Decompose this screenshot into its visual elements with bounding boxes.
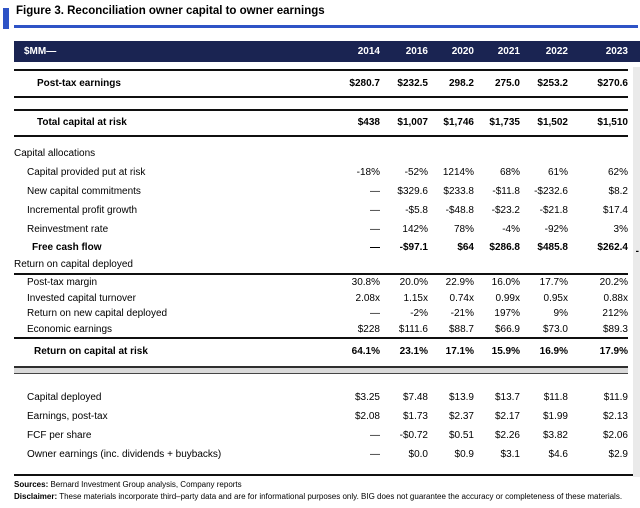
value-cell: -$232.6 <box>534 185 568 197</box>
value-cell: 16.0% <box>491 277 520 289</box>
value-cell: 0.88x <box>603 292 628 304</box>
value-cell: 15.9% <box>491 345 520 357</box>
unit-label: $MM— <box>24 45 57 57</box>
table-row <box>14 445 628 464</box>
value-cell: $1,746 <box>443 117 474 128</box>
value-cell: $233.8 <box>443 185 474 197</box>
value-cell: $11.9 <box>603 391 628 403</box>
value-cell: 78% <box>453 223 474 235</box>
row-label: Return on capital deployed <box>14 259 133 271</box>
value-cell: $4.6 <box>548 448 568 460</box>
value-cell: $280.7 <box>349 77 380 89</box>
table-row <box>14 182 628 201</box>
value-cell: 20.0% <box>399 277 428 289</box>
value-cell: $3.25 <box>354 391 380 403</box>
sources-label: Sources: <box>14 479 49 489</box>
value-cell: -$21.8 <box>539 204 568 216</box>
table-row <box>14 109 628 137</box>
row-label: Capital provided put at risk <box>27 166 146 178</box>
row-label: Return on capital at risk <box>34 345 148 357</box>
year-header-cells <box>340 46 628 57</box>
value-cell: $2.17 <box>494 410 520 422</box>
value-cell: $485.8 <box>537 242 568 253</box>
row-label: New capital commitments <box>27 185 141 197</box>
value-cell: 275.0 <box>494 77 520 89</box>
table-row <box>14 407 628 426</box>
value-cell: $111.6 <box>398 323 428 335</box>
table-row <box>14 220 628 239</box>
value-cell: -$23.2 <box>491 204 520 216</box>
value-cell: 3% <box>613 223 628 235</box>
value-cell: -$11.8 <box>492 185 520 197</box>
row-label: Post-tax earnings <box>37 77 121 89</box>
row-label: FCF per share <box>27 429 92 441</box>
figure-accent-bar <box>3 8 9 29</box>
table-rows <box>14 69 632 464</box>
value-cell: 16.9% <box>539 345 568 357</box>
value-cell: $0.51 <box>448 429 474 441</box>
table-row <box>14 201 628 220</box>
value-cell: 62% <box>607 166 628 178</box>
value-cell: $1,502 <box>537 117 568 128</box>
value-cell: $3.82 <box>542 429 568 441</box>
value-cell: 17.1% <box>445 345 474 357</box>
table-header-row <box>14 41 640 62</box>
value-cell: — <box>370 448 380 460</box>
table-row <box>14 291 628 307</box>
table-row <box>14 163 628 182</box>
value-cell: $270.6 <box>597 77 628 89</box>
disclaimer-text: These materials incorporate third–party data and are for informational purposes only. BIG does not guarantee the accuracy or completeness of these materials. <box>57 492 623 501</box>
value-cell: $2.06 <box>602 429 628 441</box>
value-cell: $2.08 <box>354 410 380 422</box>
section-row <box>14 257 628 276</box>
row-label: Capital deployed <box>27 391 102 403</box>
row-label: Capital allocations <box>14 148 96 159</box>
value-cell: $1,735 <box>489 117 520 128</box>
disclaimer-label: Disclaimer: <box>14 492 58 501</box>
row-label: Earnings, post-tax <box>27 410 108 422</box>
value-cell: -$0.72 <box>399 429 428 441</box>
value-cell: $13.7 <box>494 391 520 403</box>
table-row <box>14 69 628 98</box>
value-cell: — <box>370 242 380 253</box>
row-label: Economic earnings <box>27 323 113 335</box>
value-cell: $1.99 <box>542 410 568 422</box>
value-cell: $232.5 <box>397 77 428 89</box>
table-row <box>14 322 628 338</box>
value-cell: $8.2 <box>608 185 628 197</box>
value-cell: $64 <box>457 242 474 253</box>
disclaimer-line <box>14 492 640 502</box>
value-cell: $0.9 <box>454 448 474 460</box>
value-cell: $1,007 <box>397 117 428 128</box>
figure-title: Figure 3. Reconciliation owner capital to owner earnings <box>16 5 325 17</box>
value-cell: 9% <box>553 308 568 320</box>
value-cell: -18% <box>356 166 380 178</box>
value-cell: $438 <box>357 117 380 128</box>
value-cell: — <box>370 429 380 441</box>
value-cell: 23.1% <box>399 345 428 357</box>
footer-divider <box>14 474 640 476</box>
value-cell: 30.8% <box>351 277 380 289</box>
value-cell: 0.99x <box>495 292 520 304</box>
value-cell: 142% <box>402 223 428 235</box>
row-label: Post-tax margin <box>27 277 98 289</box>
table-row <box>14 337 628 363</box>
sources-text: Bernard Investment Group analysis, Company reports <box>48 479 242 489</box>
value-cell: $88.7 <box>448 323 474 335</box>
sources-line <box>14 480 640 490</box>
value-cell: — <box>370 204 380 216</box>
value-cell: 212% <box>602 308 628 320</box>
table-row <box>14 306 628 322</box>
value-cell: 22.9% <box>445 277 474 289</box>
value-cell: — <box>370 185 380 197</box>
value-cell: 197% <box>494 308 520 320</box>
value-cell: $89.3 <box>602 323 628 335</box>
value-cell: 61% <box>547 166 568 178</box>
year-header: 2023 <box>605 45 628 57</box>
year-header: 2021 <box>497 45 520 57</box>
value-cell: -52% <box>404 166 428 178</box>
year-header: 2022 <box>545 45 568 57</box>
value-cell: $11.8 <box>543 391 568 403</box>
value-cell: — <box>370 223 380 235</box>
value-cell: $2.13 <box>602 410 628 422</box>
table-row <box>14 426 628 445</box>
row-label: Reinvestment rate <box>27 223 109 235</box>
value-cell: -$97.1 <box>399 242 428 253</box>
year-header: 2020 <box>451 45 474 57</box>
value-cell: $73.0 <box>542 323 568 335</box>
value-cell: — <box>370 308 380 320</box>
year-header: 2016 <box>405 45 428 57</box>
value-cell: $329.6 <box>397 185 428 197</box>
value-cell: $286.8 <box>489 242 520 253</box>
value-cell: $66.9 <box>494 323 520 335</box>
value-cell: 298.2 <box>448 77 474 89</box>
value-cell: 64.1% <box>351 345 380 357</box>
value-cell: -4% <box>502 223 520 235</box>
value-cell: $228 <box>357 323 380 335</box>
cutoff-value-marker: - <box>635 246 639 257</box>
value-cell: 1.15x <box>403 292 428 304</box>
year-header: 2014 <box>357 45 380 57</box>
value-cell: 17.9% <box>599 345 628 357</box>
value-cell: $253.2 <box>537 77 568 89</box>
table-row <box>14 388 628 407</box>
title-underline <box>14 25 638 28</box>
value-cell: $1,510 <box>597 117 628 128</box>
value-cell: -$5.8 <box>405 204 428 216</box>
row-label: Invested capital turnover <box>27 292 136 304</box>
value-cell: 68% <box>499 166 520 178</box>
value-cell: -$48.8 <box>445 204 474 216</box>
row-label: Owner earnings (inc. dividends + buybacks) <box>27 448 222 460</box>
row-label: Total capital at risk <box>37 117 127 128</box>
table-row <box>14 239 628 257</box>
section-row <box>14 145 628 163</box>
value-cell: 0.74x <box>449 292 474 304</box>
value-cell: $2.9 <box>608 448 628 460</box>
value-cell: $3.1 <box>500 448 520 460</box>
value-cell: $2.26 <box>494 429 520 441</box>
value-cell: -2% <box>410 308 428 320</box>
row-label: Incremental profit growth <box>27 204 138 216</box>
value-cell: 20.2% <box>599 277 628 289</box>
value-cell: $262.4 <box>597 242 628 253</box>
value-cell: 0.95x <box>543 292 568 304</box>
row-label: Free cash flow <box>32 242 102 253</box>
value-cell: $7.48 <box>402 391 428 403</box>
value-cell: $1.73 <box>402 410 428 422</box>
value-cell: 2.08x <box>355 292 380 304</box>
table-row <box>14 275 628 291</box>
value-cell: $2.37 <box>448 410 474 422</box>
value-cell: 17.7% <box>539 277 568 289</box>
value-cell: $0.0 <box>408 448 428 460</box>
value-cell: -21% <box>450 308 474 320</box>
value-cell: $13.9 <box>448 391 474 403</box>
row-label: Return on new capital deployed <box>27 308 168 320</box>
value-cell: -92% <box>544 223 568 235</box>
cutoff-column-sliver <box>633 67 640 477</box>
value-cell: 1214% <box>442 166 474 178</box>
value-cell: $17.4 <box>602 204 628 216</box>
